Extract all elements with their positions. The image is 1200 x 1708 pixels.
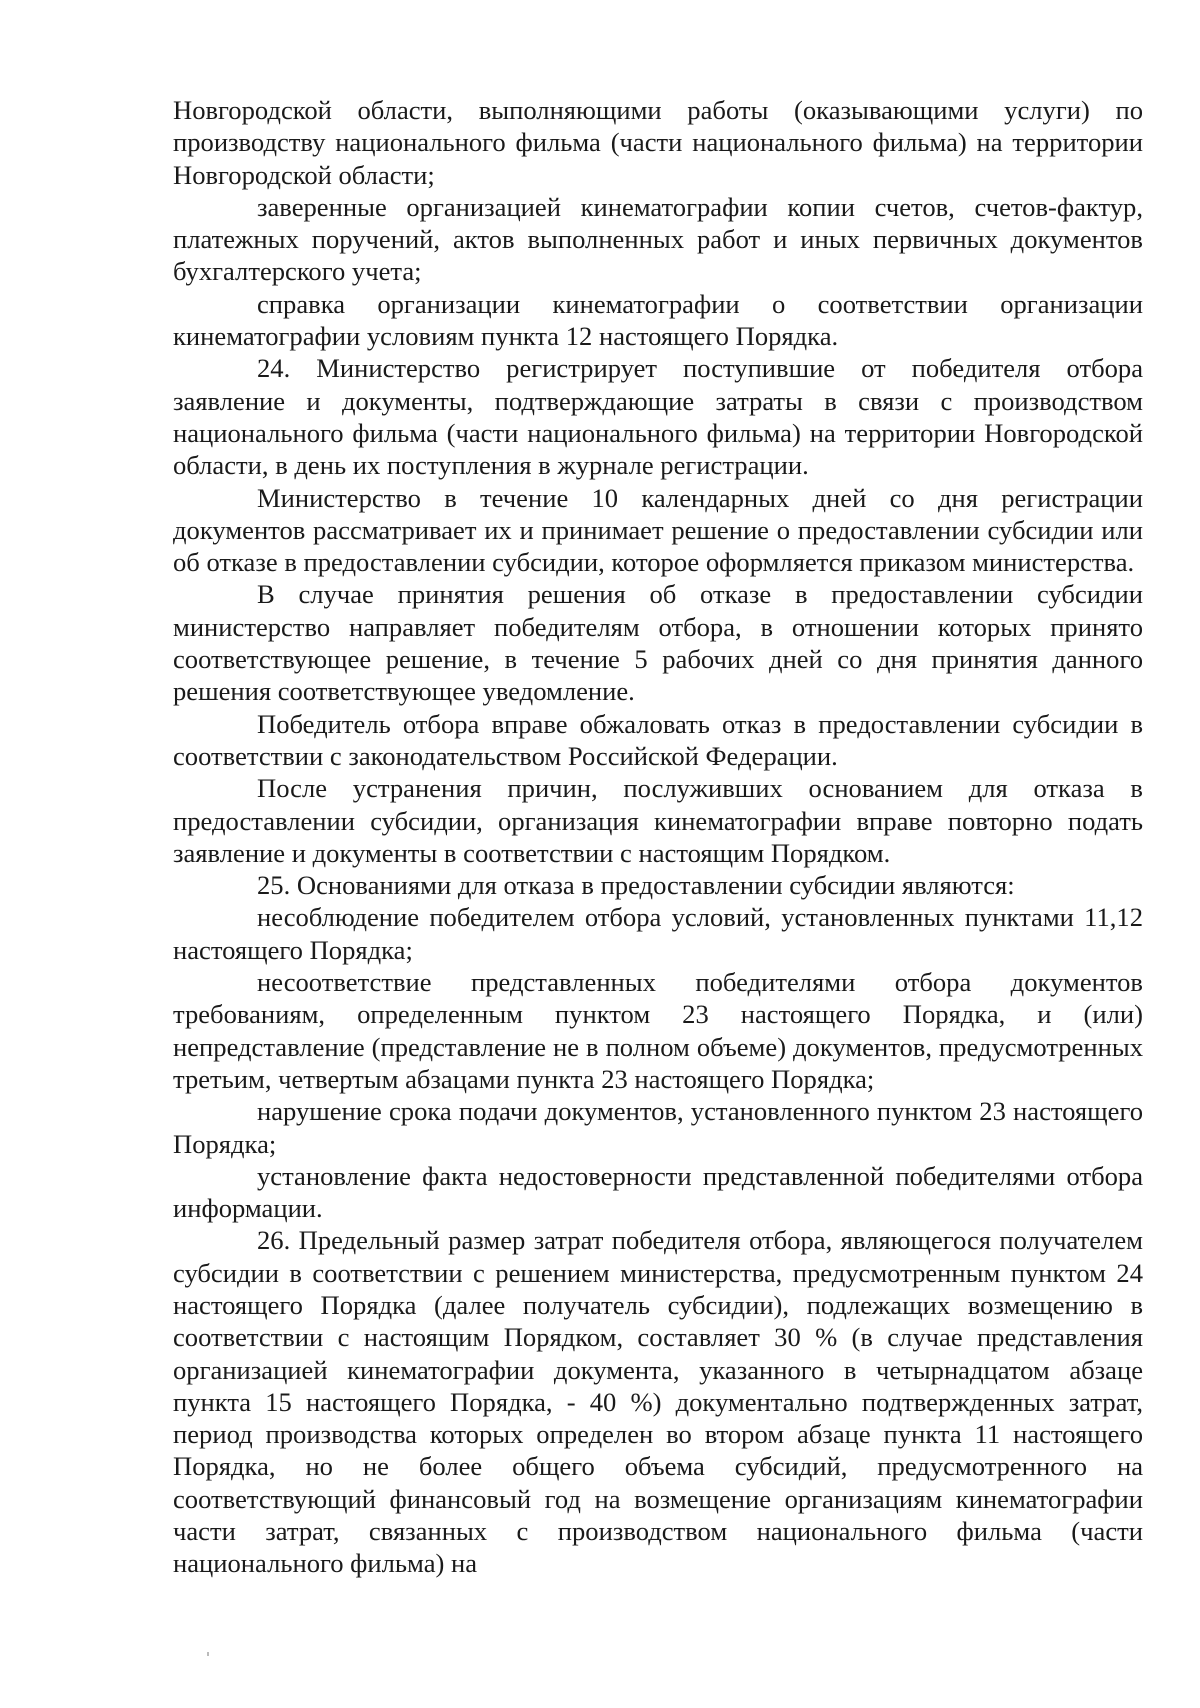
paragraph-certified-copies: заверенные организацией кинематографии копии счетов, счетов-фактур, платежных поручений, актов выполненных работ и иных первичных документов бухгалтерского учета;: [173, 191, 1143, 287]
scan-speck: [207, 1652, 209, 1656]
paragraph-ground-deadline: нарушение срока подачи документов, установленного пунктом 23 настоящего Порядка;: [173, 1096, 1143, 1159]
paragraph-ground-mismatch: несоответствие представленных победителями отбора документов требованиям, определенным пунктом 23 настоящего Порядка, и (или) непредставление (представление не в полном объеме) документов, предусмотренных третьим, четвертым абзацами пункта 23 настоящего Порядка;: [173, 967, 1143, 1094]
paragraph-ground-inaccuracy: установление факта недостоверности представленной победителями отбора информации.: [173, 1160, 1143, 1224]
paragraph-certificate: справка организации кинематографии о соответствии организации кинематографии условиям пункта 12 настоящего Порядка.: [173, 288, 1143, 352]
paragraph-continuation: Новгородской области, выполняющими работы (оказывающими услуги) по производству национального фильма (части национального фильма) на территории Новгородской области;: [173, 95, 1143, 190]
paragraph-item-26: 26. Предельный размер затрат победителя отбора, являющегося получателем субсидии в соответствии с решением министерства, предусмотренным пунктом 24 настоящего Порядка (далее получатель субсидии), подлежащих возмещению в соответствии с настоящим Порядком, составляет 30 % (в случае представления организацией кинематографии документа, указанного в четырнадцатом абзаце пункта 15 настоящего Порядка, - 40 %) документально подтвержденных затрат, период производства которых определен во втором абзаце пункта 11 настоящего Порядка, но не более общего объема субсидий, предусмотренного на соответствующий финансовый год на возмещение организациям кинематографии части затрат, связанных с производством национального фильма (части национального фильма) на: [173, 1225, 1143, 1579]
paragraph-item-24: 24. Министерство регистрирует поступившие от победителя отбора заявление и документы, подтверждающие затраты в связи с производством национального фильма (части национального фильма) на территории Новгородской области, в день их поступления в журнале регистрации.: [173, 353, 1143, 481]
paragraph-appeal: Победитель отбора вправе обжаловать отказ в предоставлении субсидии в соответствии с законодательством Российской Федерации.: [173, 708, 1143, 771]
paragraph-ground-noncompliance: несоблюдение победителем отбора условий, установленных пунктами 11,12 настоящего Порядка;: [173, 902, 1143, 965]
paragraph-item-25: 25. Основаниями для отказа в предоставлении субсидии являются:: [257, 870, 1015, 901]
document-page: [173, 94, 1143, 1580]
paragraph-resubmission: После устранения причин, послуживших основанием для отказа в предоставлении субсидии, организация кинематографии вправе повторно подать заявление и документы в соответствии с настоящим Порядком.: [173, 773, 1143, 868]
paragraph-review-period: Министерство в течение 10 календарных дней со дня регистрации документов рассматривает их и принимает решение о предоставлении субсидии или об отказе в предоставлении субсидии, которое оформляется приказом министерства.: [173, 482, 1143, 578]
paragraph-refusal-notice: В случае принятия решения об отказе в предоставлении субсидии министерство направляет победителям отбора, в отношении которых принято соответствующее решение, в течение 5 рабочих дней со дня принятия данного решения соответствующее уведомление.: [173, 579, 1143, 707]
